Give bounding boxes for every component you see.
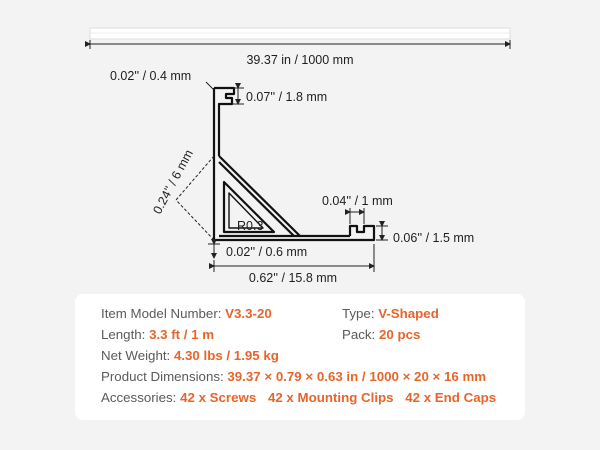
weight-label: Net Weight:	[101, 348, 171, 363]
spec-row-model	[101, 306, 439, 321]
accessories-label: Accessories:	[101, 390, 177, 405]
weight-value: 4.30 lbs / 1.95 kg	[173, 348, 279, 363]
dimensions-value: 39.37 × 0.79 × 0.63 in / 1000 × 20 × 16 mm	[227, 369, 487, 384]
length-spec-label: Length:	[101, 327, 146, 342]
model-value: V3.3-20	[225, 306, 272, 321]
pack-field	[342, 327, 420, 342]
radius-label: R0.3	[237, 219, 264, 233]
width-label: 0.62'' / 15.8 mm	[248, 271, 338, 285]
accessory-mounting-clips: 42 x Mounting Clips	[267, 390, 394, 405]
model-label: Item Model Number:	[101, 306, 222, 321]
spec-row-dimensions	[101, 369, 486, 384]
spec-row-weight	[101, 348, 279, 363]
spec-row-length	[101, 327, 421, 342]
type-value: V-Shaped	[378, 306, 439, 321]
length-spec-value: 3.3 ft / 1 m	[149, 327, 215, 342]
length-dimension-line	[90, 40, 510, 49]
diagonal-label: 0.24'' / 6 mm	[150, 147, 196, 217]
accessory-end-caps: 42 x End Caps	[405, 390, 497, 405]
right-height-dimension	[376, 226, 388, 240]
bottom-thickness-label: 0.02'' / 0.6 mm	[226, 245, 308, 259]
right-gap-dimension	[350, 208, 364, 224]
type-field	[342, 306, 439, 321]
accessory-screws: 42 x Screws	[180, 390, 257, 405]
extrusion-bar	[90, 28, 510, 39]
bottom-thickness-dimension	[208, 244, 220, 258]
dimensions-label: Product Dimensions:	[101, 369, 224, 384]
right-gap-label: 0.04'' / 1 mm	[322, 194, 393, 208]
type-label: Type:	[342, 306, 375, 321]
pack-value: 20 pcs	[378, 327, 421, 342]
length-label: 39.37 in / 1000 mm	[246, 53, 354, 67]
spec-card	[75, 294, 525, 420]
pack-label: Pack:	[342, 327, 376, 342]
top-thickness-label: 0.02'' / 0.4 mm	[110, 69, 192, 83]
clip-height-label: 0.07'' / 1.8 mm	[246, 90, 328, 104]
right-height-label: 0.06'' / 1.5 mm	[393, 231, 475, 245]
spec-row-accessories	[101, 390, 496, 405]
top-thickness-leader	[206, 82, 214, 90]
